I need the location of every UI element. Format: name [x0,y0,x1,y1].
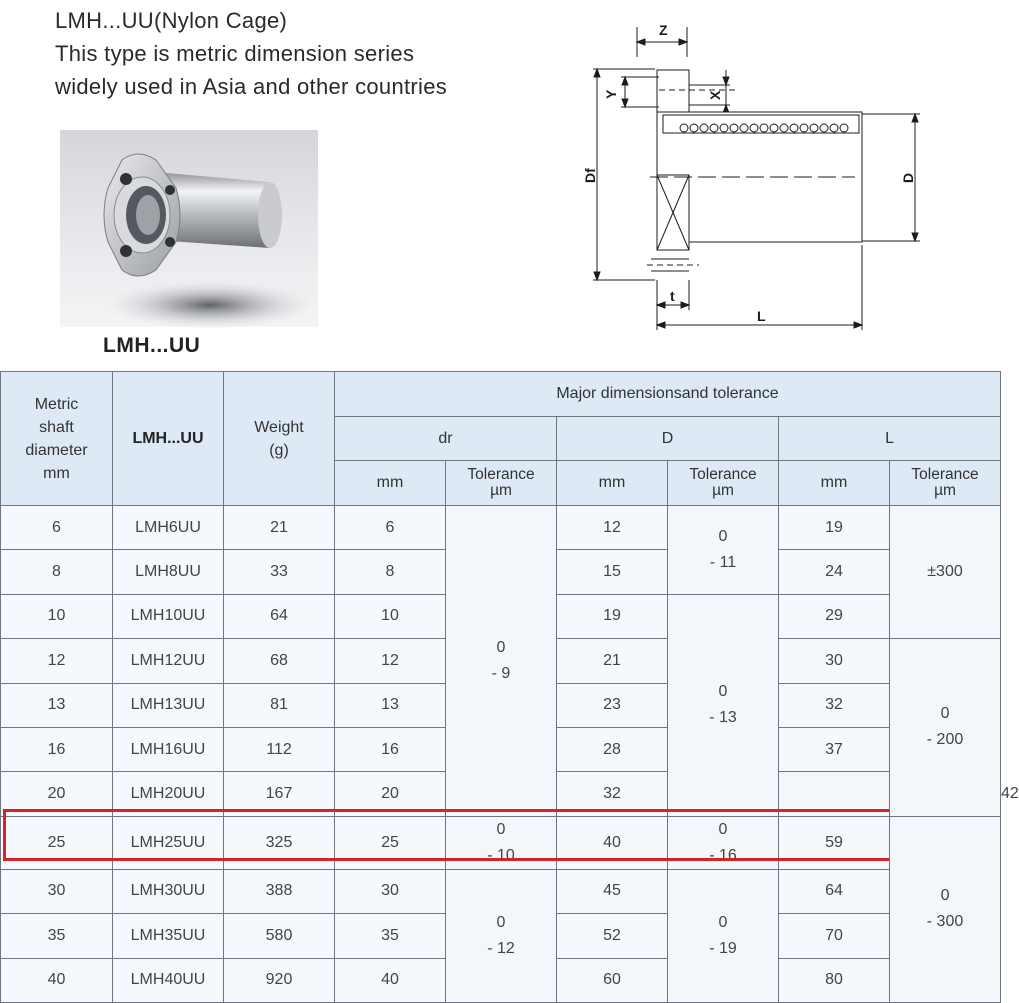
cell-shaft: 13 [1,683,113,727]
header-weight: Weight (g) [224,372,335,506]
photo-caption: LMH...UU [103,334,201,357]
cell-L: 32 [779,683,890,727]
cell-weight: 580 [224,914,335,958]
cell-model: LMH13UU [113,683,224,727]
cell-L: 37 [779,727,890,771]
cell-D: 19 [557,594,668,638]
heading-title: LMH...UU(Nylon Cage) [55,8,288,33]
header-major-dimensions: Major dimensionsand tolerance [335,372,1001,417]
cell-model: LMH25UU [113,816,224,869]
cell-L: 19 [779,506,890,550]
cell-shaft: 40 [1,958,113,1002]
cell-L: 64 [779,869,890,913]
cell-weight: 388 [224,869,335,913]
cell-D-tolerance: 0 - 13 [668,594,779,816]
cell-weight: 167 [224,772,335,816]
cell-model: LMH8UU [113,550,224,594]
cell-model: LMH40UU [113,958,224,1002]
heading-line-3: widely used in Asia and other countries [55,74,448,99]
heading-line-2: This type is metric dimension series [55,41,415,66]
cell-D-tolerance-empty [779,772,890,816]
cell-shaft: 12 [1,639,113,683]
cell-L: 30 [779,639,890,683]
cell-L-tolerance: ±300 [890,506,1001,639]
cell-D: 52 [557,914,668,958]
cell-dr-tolerance: 0 - 10 [446,816,557,869]
dim-label-x: X [707,90,723,100]
cell-weight: 920 [224,958,335,1002]
cell-L-tolerance: 0 - 300 [890,816,1001,1002]
cell-weight: 21 [224,506,335,550]
cell-D: 21 [557,639,668,683]
cell-model: LMH12UU [113,639,224,683]
cell-weight: 112 [224,727,335,771]
cell-weight: 325 [224,816,335,869]
table-row-highlighted [1,816,1001,869]
table-row [1,869,1001,913]
cell-L: 80 [779,958,890,1002]
flanged-bearing-image [60,130,318,327]
cell-D: 28 [557,727,668,771]
cell-L: 29 [779,594,890,638]
cell-shaft: 10 [1,594,113,638]
cell-model: LMH20UU [113,772,224,816]
cell-model: LMH16UU [113,727,224,771]
cell-dr: 25 [335,816,446,869]
cell-D: 12 [557,506,668,550]
cell-dr: 6 [335,506,446,550]
dim-label-d: D [900,172,916,183]
cell-weight: 81 [224,683,335,727]
header-dr-tolerance: Tolerance µm [446,461,557,506]
dimension-table [0,371,1019,1003]
dim-label-z: Z [659,22,668,38]
header-D: D [557,417,779,461]
cell-model: LMH10UU [113,594,224,638]
cell-L-tolerance: 0 - 200 [890,639,1001,817]
cell-weight: 68 [224,639,335,683]
dim-label-t: t [670,288,675,304]
cell-shaft: 16 [1,727,113,771]
cell-model: LMH35UU [113,914,224,958]
header-model: LMH...UU [113,372,224,506]
cell-shaft: 35 [1,914,113,958]
cell-D-tolerance: 0 - 16 [668,816,779,869]
cell-dr-tolerance: 0 - 12 [446,869,557,1002]
dim-label-df: Df [582,168,598,183]
cell-dr: 10 [335,594,446,638]
page-heading [55,4,447,103]
cell-weight: 64 [224,594,335,638]
header-dr: dr [335,417,557,461]
header-dr-mm: mm [335,461,446,506]
cell-L: 70 [779,914,890,958]
header-D-tolerance: Tolerance µm [668,461,779,506]
header-D-mm: mm [557,461,668,506]
cell-D-tolerance: 0 - 19 [668,869,779,1002]
table-row: 20 LMH20UU 167 20 32 42 [1,772,1001,816]
table-row [1,506,1001,550]
cell-dr-tolerance: 0 - 9 [446,506,557,817]
cell-D: 60 [557,958,668,1002]
cell-dr: 13 [335,683,446,727]
product-photo [60,130,318,327]
cell-D: 23 [557,683,668,727]
header-L-mm: mm [779,461,890,506]
dim-label-l: L [757,308,766,324]
cell-D: 40 [557,816,668,869]
cell-shaft: 25 [1,816,113,869]
cell-shaft: 30 [1,869,113,913]
cell-D: 32 [557,772,668,816]
cell-shaft: 8 [1,550,113,594]
cell-shaft: 6 [1,506,113,550]
header-metric-shaft: Metric shaft diameter mm [1,372,113,506]
cell-shaft: 20 [1,772,113,816]
header-L: L [779,417,1001,461]
cell-weight: 33 [224,550,335,594]
cell-dr: 40 [335,958,446,1002]
cell-dr: 30 [335,869,446,913]
cell-D-tolerance: 0 - 11 [668,506,779,595]
cell-D: 45 [557,869,668,913]
cell-dr: 12 [335,639,446,683]
cell-dr: 8 [335,550,446,594]
cell-dr: 35 [335,914,446,958]
header-L-tolerance: Tolerance µm [890,461,1001,506]
cell-D: 15 [557,550,668,594]
cell-dr: 16 [335,727,446,771]
technical-drawing [575,15,916,340]
cell-dr: 20 [335,772,446,816]
cell-model: LMH6UU [113,506,224,550]
cell-model: LMH30UU [113,869,224,913]
dim-label-y: Y [603,89,619,99]
cell-L: 59 [779,816,890,869]
cell-L: 24 [779,550,890,594]
